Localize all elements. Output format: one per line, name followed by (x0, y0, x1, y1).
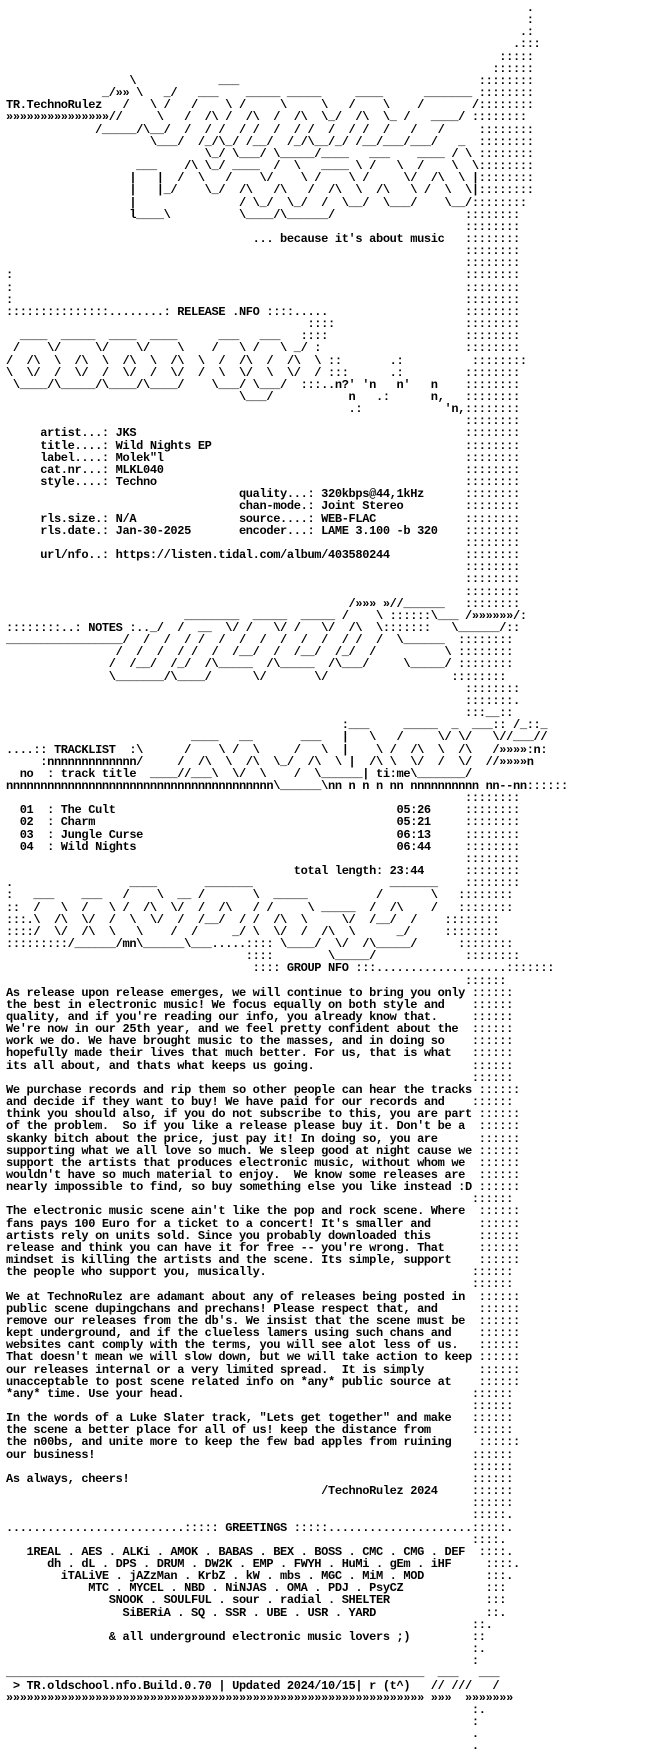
nfo-line: SNOOK . SOULFUL . sour . radial . SHELTER ::: (6, 1593, 507, 1608)
nfo-line: ::::. (6, 1532, 507, 1547)
nfo-line: In the words of a Luke Slater track, "Lets get together" and make :::::: (6, 1411, 513, 1426)
nfo-line: :::::: (6, 1070, 513, 1085)
nfo-line: > TR.oldschool.nfo.Build.0.70 | Updated 2024/10/15| r (t^) // /// / (6, 1678, 500, 1693)
nfo-line: As always, cheers! :::::: (6, 1471, 513, 1486)
nfo-line: :::::: (6, 1192, 513, 1207)
nfo-line: total length: 23:44 :::::::: (6, 864, 520, 879)
nfo-line: :: / \ / \ / /\ \/ / /\ / / \ _____ / /\ / :::::::: (6, 900, 513, 915)
nfo-line: nnnnnnnnnnnnnnnnnnnnnnnnnnnnnnnnnnnnnnn\______\nn n n n nn nnnnnnnnnn nn--nn:::::: (6, 779, 568, 793)
nfo-line: / / / / / / /__/ / /__/ /_/ / \ :::::::: (6, 645, 513, 660)
nfo-line: :::::::: (6, 681, 520, 696)
nfo-line: : (6, 13, 534, 28)
nfo-line: :::::::: (6, 219, 520, 234)
nfo-line: : :::::::: (6, 280, 520, 295)
nfo-line: _________________/ / / / / / / / / / / / / / \______ :::::::: (6, 633, 513, 648)
nfo-line: rls.size.: N/A source....: WEB-FLAC :::::::: (6, 511, 520, 526)
nfo-line: .::: (6, 37, 541, 52)
nfo-line: :::::::: (6, 584, 520, 599)
nfo-line: :::::: (6, 1459, 513, 1474)
nfo-line: no : track title ____//___\ \/ \ / \______| ti:me\_______/ (6, 766, 472, 781)
nfo-line: kept underground, and if the clueless lamers using such chans and :::::: (6, 1326, 520, 1341)
nfo-line: »»»»»»»»»»»»»»»»»»»»»»»»»»»»»»»»»»»»»»»»»»»»»»»»»»»»»»»»»»»»» »»» »»»»»»» (6, 1690, 513, 1705)
nfo-line: : (6, 1715, 479, 1730)
nfo-line: That doesn't mean we will slow down, but we will take action to keep :::::: (6, 1350, 520, 1365)
nfo-line: . (6, 1727, 479, 1742)
nfo-line: chan-mode.: Joint Stereo :::::::: (6, 499, 520, 514)
nfo-line: :::::: (6, 1277, 513, 1292)
nfo-line: 1REAL . AES . ALKi . AMOK . BABAS . BEX . BOSS . CMC . CMG . DEF ::::. (6, 1544, 513, 1559)
nfo-line: :::__:: (6, 706, 513, 721)
nfo-line: :::::: (6, 61, 534, 76)
nfo-line: :::::::::/______/mn\______\___.....:::: \____/ \/ /\_____/ :::::::: (6, 937, 513, 952)
nfo-line: the scene a better place for all of us! keep the distance from :::::: (6, 1423, 513, 1438)
nfo-line: release and think you can have it for free -- you're wrong. That :::::: (6, 1240, 520, 1255)
nfo-line: : ___ ___ / \ __ / \ _____ / \ :::::::: (6, 888, 513, 903)
nfo-line: ____ _____ ____ ____ ___ ___ :::: :::::::: (6, 329, 520, 344)
nfo-line: label....: Molek"l :::::::: (6, 450, 520, 465)
nfo-line: ....:: TRACKLIST :\ / \ / \ / \ | \ / /\ \ /\ /»»»»:n: (6, 742, 548, 757)
nfo-line: \___/ n .: n, :::::::: (6, 390, 520, 404)
nfo-line: unacceptable to post scene related info on *any* public source at :::::: (6, 1374, 520, 1389)
nfo-line: / /__/ /_/ /\_____ /\_____ /\___/ \_____/ :::::::: (6, 657, 513, 672)
nfo-line: ::::/ \/ /\ \ \ / / _/ \ \/ / /\ \ _/ :::::::: (6, 924, 500, 939)
nfo-line: fans pays 100 Euro for a ticket to a concert! It's smaller and :::::: (6, 1216, 520, 1231)
nfo-line: rls.date.: Jan-30-2025 encoder...: LAME 3.100 -b 320 :::::::: (6, 523, 520, 538)
nfo-line: :::::: (6, 1398, 513, 1413)
nfo-line: :::::: (6, 973, 507, 988)
nfo-line: :::::::: (6, 572, 520, 587)
nfo-line: | |_/ \_/ /\ /\ / /\ \ /\ \ / \ \|:::::::: (6, 183, 534, 198)
nfo-line: /TechnoRulez 2024 :::::: (6, 1484, 513, 1499)
nfo-line: :___ _____ _ ___:: /_::_ (6, 718, 548, 733)
nfo-line: /_____/\__/ / / / / / / / / / / / / / / :::::::: (6, 122, 534, 137)
nfo-line: We purchase records and rip them so other people can hear the tracks :::::: (6, 1082, 520, 1097)
nfo-line: :. (6, 1642, 486, 1657)
nfo-line: *any* time. Use your head. :::::: (6, 1386, 513, 1401)
nfo-line: ____ __ ___ | \ / \/ \/ \//___// (6, 730, 548, 745)
nfo-line: wouldn't have so much material to enjoy. We know some releases are :::::: (6, 1168, 520, 1182)
nfo-line: ___ /\ \_/ ____ / \ ____ \ / \ / \ \:::::::: (6, 159, 534, 174)
nfo-line: : :::::::: (6, 292, 520, 307)
nfo-line: :. (6, 1702, 486, 1717)
nfo-line: :::::::: (6, 560, 520, 575)
nfo-line: 01 : The Cult 05:26 :::::::: (6, 803, 520, 818)
nfo-line: ::::: (6, 49, 534, 64)
nfo-line: | / \_/ \_/ / \__/ \___/ \__/:::::::: (6, 195, 527, 210)
nfo-line: We're now in our 25th year, and we feel pretty confident about the :::::: (6, 1022, 513, 1037)
nfo-line: TR.TechnoRulez / \ / / \ / \ \ / \ / /:::::::: (6, 98, 534, 113)
nfo-line: :::::. (6, 1508, 513, 1523)
nfo-line: SiBERiA . SQ . SSR . UBE . USR . YARD ::. (6, 1605, 507, 1620)
nfo-line: _____________________________________________________________ ___ ___ (6, 1666, 500, 1681)
nfo-line: | | / \ / \/ \ / \ / \/ /\ \ |:::::::: (6, 171, 534, 186)
nfo-line: As release upon release emerges, we will continue to bring you only :::::: (6, 985, 513, 1000)
nfo-line: l____\ \____/\______/ :::::::: (6, 207, 520, 222)
nfo-line: ..........................::::: GREETINGS :::::.....................:::::. (6, 1520, 513, 1535)
nfo-line: . (6, 1, 534, 15)
nfo-line: our releases internal or a very limited spread. It is simply :::::: (6, 1362, 520, 1377)
nfo-line: title....: Wild Nights EP :::::::: (6, 438, 520, 453)
nfo-line: supporting what we all love so much. We sleep good at night cause we :::::: (6, 1143, 520, 1158)
nfo-line: public scene dupingchans and prechans! Please respect that, and :::::: (6, 1301, 520, 1316)
nfo-line: ... because it's about music :::::::: (6, 231, 520, 246)
nfo-line: We at TechnoRulez are adamant about any of releases being posted in :::::: (6, 1289, 520, 1304)
nfo-line: :::::::: (6, 244, 520, 259)
nfo-line: dh . dL . DPS . DRUM . DW2K . EMP . FWYH . HuMi . gEm . iHF ::::. (6, 1557, 520, 1571)
nfo-line: websites cant comply with the terms, you will see alot less of us. :::::: (6, 1338, 520, 1353)
nfo-line: our business! :::::: (6, 1447, 513, 1462)
nfo-line: / \/ \/ \/ \ / \ / \ _/ : :::::::: (6, 341, 520, 356)
nfo-line: :nnnnnnnnnnnnn/ / /\ \ /\ \_/ /\ \ | /\ \ \/ / \/ //»»»»n (6, 754, 534, 769)
nfo-line: /»»» »//______ :::::::: (6, 596, 520, 611)
nfo-line: nearly impossible to find, so buy something else you like instead :D :::::: (6, 1180, 520, 1195)
nfo-line: skanky bitch about the price, just pay it! In doing so, you are :::::: (6, 1131, 520, 1146)
nfo-line: its all about, and thats what keeps us going. :::::: (6, 1058, 513, 1073)
nfo-line: ::::::::..: NOTES :.._/ / __ \/ / \/ / \/ /\ \::::::: \______/:: (6, 620, 520, 635)
nfo-line: \ \/ / \/ / \/ / \/ / \ \/ \ \/ / ::: .: :::::::: (6, 365, 520, 380)
nfo-line: . ____ _______ _______ :::::::: (6, 876, 520, 891)
nfo-line: style....: Techno :::::::: (6, 475, 520, 490)
nfo-line: :::::::. (6, 693, 520, 708)
nfo-line: / /\ \ /\ \ /\ \ /\ \ / /\ / /\ \ :: .: :::::::: (6, 353, 527, 368)
nfo-line: iTALiVE . jAZzMan . KrbZ . kW . mbs . MGC . MiM . MOD :::. (6, 1569, 513, 1584)
nfo-line: :::::::: (6, 851, 520, 866)
nfo-line: 04 : Wild Nights 06:44 :::::::: (6, 839, 520, 854)
nfo-line: \____/\_____/\____/\____/ \___/ \___/ :::..n?' 'n n' n :::::::: (6, 377, 520, 392)
nfo-line: \___/ /_/\_/ /__/ /_/\__/_/ /__/___/___/ _ :::::::: (6, 134, 534, 149)
nfo-line: url/nfo..: https://listen.tidal.com/album/403580244 :::::::: (6, 548, 520, 563)
nfo-line: of the problem. So if you like a release please buy it. Don't be a :::::: (6, 1119, 520, 1134)
nfo-line: \_______/\____/ \/ \/ :::::::: (6, 669, 507, 684)
nfo-line: :::.\ /\ \/ / \ \/ / /__/ / / /\ \ \/ /__/ / :::::::: (6, 912, 500, 927)
nfo-line: :::: GROUP NFO :::...................::::::: (6, 961, 555, 976)
nfo-line: mindset is killing the artists and the scene. Its simple, support :::::: (6, 1253, 520, 1268)
nfo-line: 03 : Jungle Curse 06:13 :::::::: (6, 827, 520, 842)
nfo-line: The electronic music scene ain't like the pop and rock scene. Where :::::: (6, 1204, 520, 1219)
nfo-line: the n00bs, and unite more to keep the few bad apples from ruining :::::: (6, 1435, 520, 1450)
nfo-line: :::: \_____/ :::::::: (6, 949, 520, 964)
nfo-line: and decide if they want to buy! We have paid for our records and :::::: (6, 1095, 513, 1110)
nfo-line: : :::::::: (6, 268, 520, 283)
nfo-line: :::::::: (6, 256, 520, 271)
nfo-line: hopefully made their lives that much better. For us, that is what :::::: (6, 1046, 513, 1061)
nfo-line: work we do. We have brought music to the masses, and in doing so :::::: (6, 1034, 513, 1049)
nfo-line: .: 'n,:::::::: (6, 402, 520, 417)
nfo-line: remove our releases from the db's. We insist that the scene must be :::::: (6, 1313, 520, 1328)
nfo-line: :::::::: (6, 535, 520, 550)
nfo-line: the best in electronic music! We focus equally on both style and :::::: (6, 997, 513, 1012)
nfo-line: support the artists that produces electronic music, without whom we :::::: (6, 1155, 520, 1170)
nfo-line: quality...: 320kbps@44,1kHz :::::::: (6, 487, 520, 502)
nfo-line: think you should also, if you do not subscribe to this, you are part :::::: (6, 1107, 520, 1122)
nfo-line: _/»» \ _/ ___ _____ _____ ____ _______ :::::::: (6, 86, 534, 101)
nfo-line: ________ _____ _____ / \ ::::::\___ /»»»»»»/: (6, 608, 527, 623)
nfo-line: \_/ \___/ \_____/____ ___ ____ / \ :::::::: (6, 146, 534, 161)
nfo-line: \ ___ :::::::: (6, 73, 534, 88)
nfo-line: & all underground electronic music lovers ;) :: (6, 1629, 486, 1644)
nfo-line: 02 : Charm 05:21 :::::::: (6, 815, 520, 830)
nfo-line: artists rely on units sold. Since you probably downloaded this :::::: (6, 1228, 520, 1243)
nfo-line: ::. (6, 1617, 493, 1632)
nfo-line: artist...: JKS :::::::: (6, 426, 520, 441)
nfo-line: :::::::: (6, 414, 520, 429)
nfo-line: :::: :::::::: (6, 317, 520, 332)
nfo-line: : (6, 1654, 479, 1669)
nfo-line: quality, and if you're reading our info, you already know that. :::::: (6, 1009, 513, 1024)
nfo-line: :::::::::::::::........: RELEASE .NFO ::::..... :::::::: (6, 304, 520, 319)
nfo-line: MTC . MYCEL . NBD . NiNJAS . OMA . PDJ . PsyCZ ::: (6, 1581, 507, 1596)
nfo-line: the people who support you, musically. :::::: (6, 1265, 513, 1280)
nfo-line: .: (6, 25, 534, 40)
nfo-line: :::::::: (6, 791, 520, 806)
nfo-line: :::::: (6, 1496, 513, 1511)
nfo-line: cat.nr...: MLKL040 :::::::: (6, 462, 520, 477)
nfo-line: »»»»»»»»»»»»»»»// \ / /\ / /\ / /\ \_/ /\ \_ / ____/ :::::::: (6, 110, 527, 125)
nfo-line: . (6, 1739, 479, 1753)
